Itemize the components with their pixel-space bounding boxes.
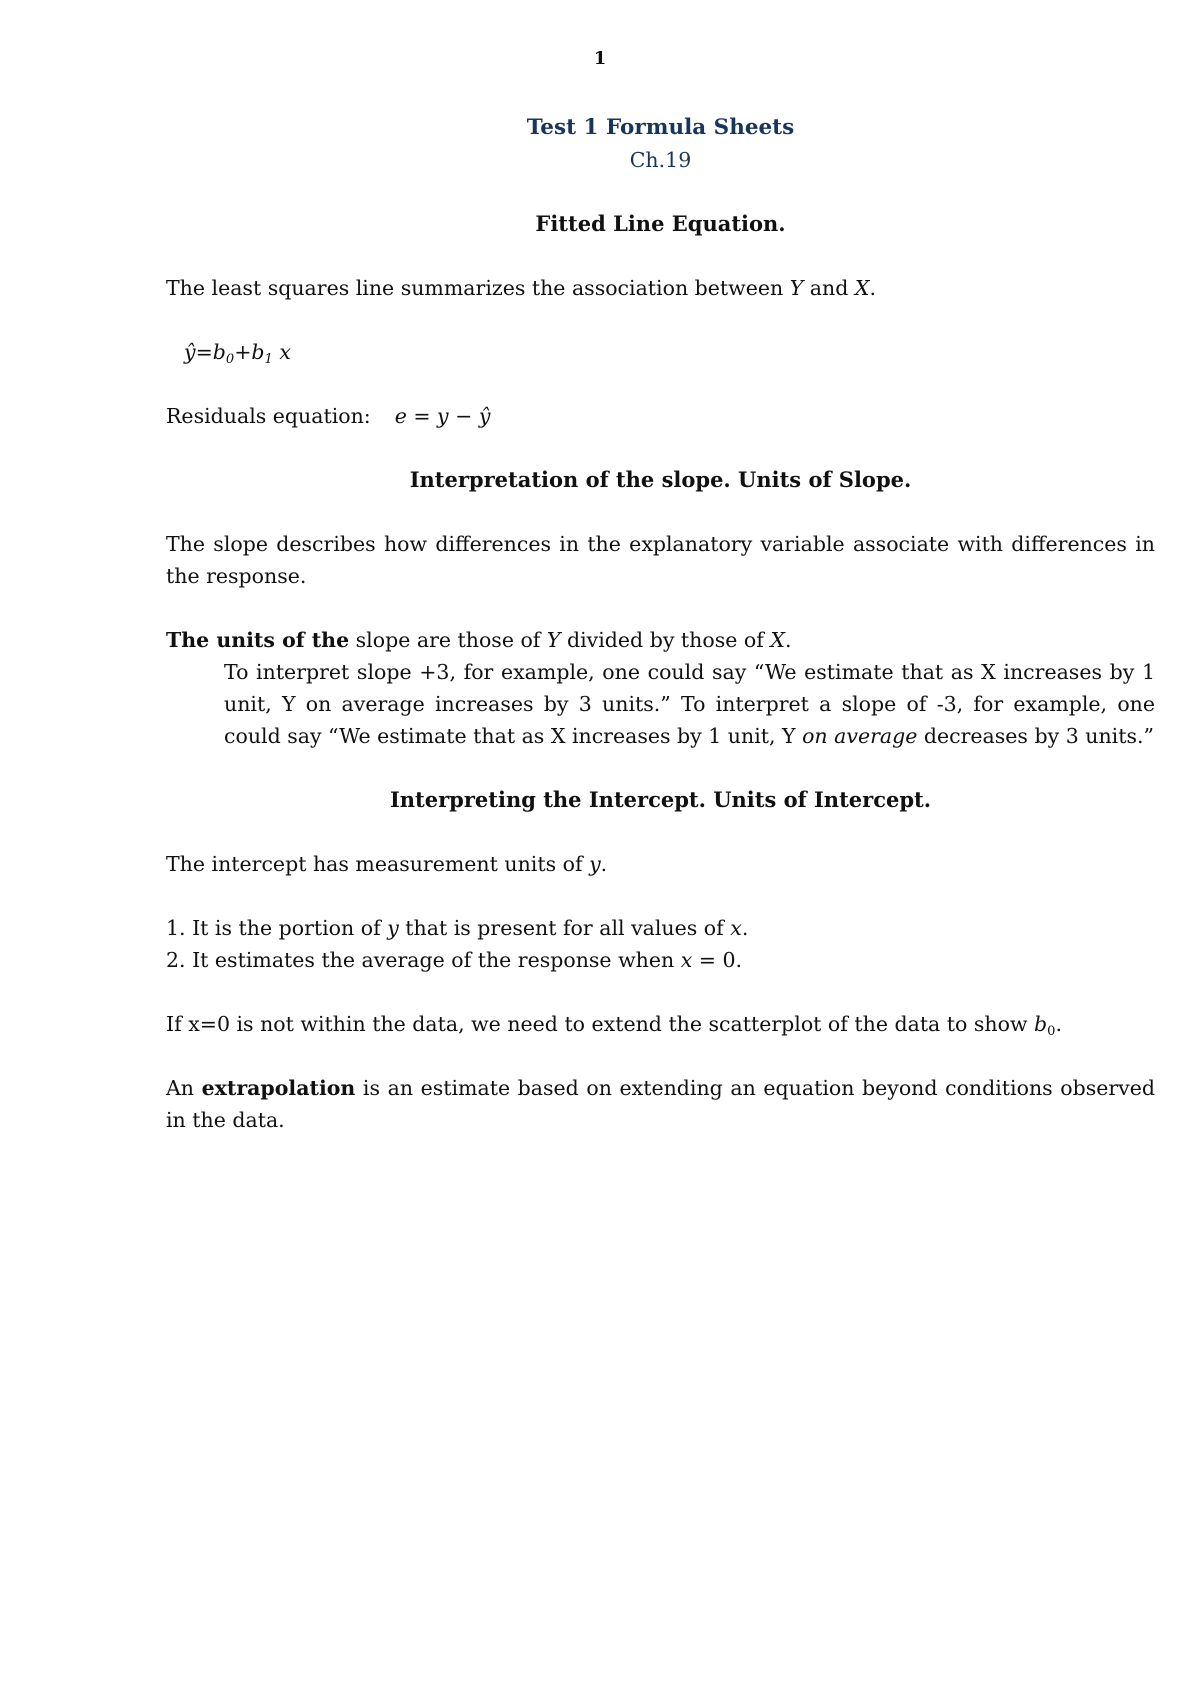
heading-fitted-line: Fitted Line Equation. (535, 211, 786, 236)
page-title: Test 1 Formula Sheets (526, 115, 795, 140)
slope-example: To interpret slope +3, for example, one could say “We estimate that as X increases by 1 unit, Y on average increases by 3 units.” To interpret a slope of -3, for example, one could say “We estimate that as X increases by 1 unit, Y on average decreases by 3 units.” (224, 660, 1155, 748)
residuals-equation: Residuals equation: e = y − ŷ (166, 404, 491, 428)
slope-units: The units of the slope are those of Y divided by those of X. (166, 628, 792, 652)
heading-intercept: Interpreting the Intercept. Units of Intercept. (389, 787, 932, 812)
heading-slope: Interpretation of the slope. Units of Slope. (409, 467, 912, 492)
fitted-line-equation: $ŷ=b_0+b_1$ x (184, 340, 291, 367)
document-body (166, 112, 1155, 1136)
intercept-units: The intercept has measurement units of y. (166, 852, 608, 876)
list-item: 2. It estimates the average of the response when x = 0. (166, 948, 743, 972)
least-squares-intro: The least squares line summarizes the association between Y and X. (166, 276, 876, 300)
extrapolation-definition: An extrapolation is an estimate based on extending an equation beyond conditions observed in the data. (166, 1076, 1156, 1132)
slope-description: The slope describes how differences in the explanatory variable associate with differences in the response. (166, 532, 1155, 588)
extend-scatterplot-note: If x=0 is not within the data, we need to extend the scatterplot of the data to show $b_0$. (166, 1012, 1062, 1039)
chapter-label: Ch.19 (629, 148, 692, 172)
list-item: 1. It is the portion of y that is present for all values of x. (166, 916, 749, 940)
page-number: 1 (593, 48, 607, 69)
